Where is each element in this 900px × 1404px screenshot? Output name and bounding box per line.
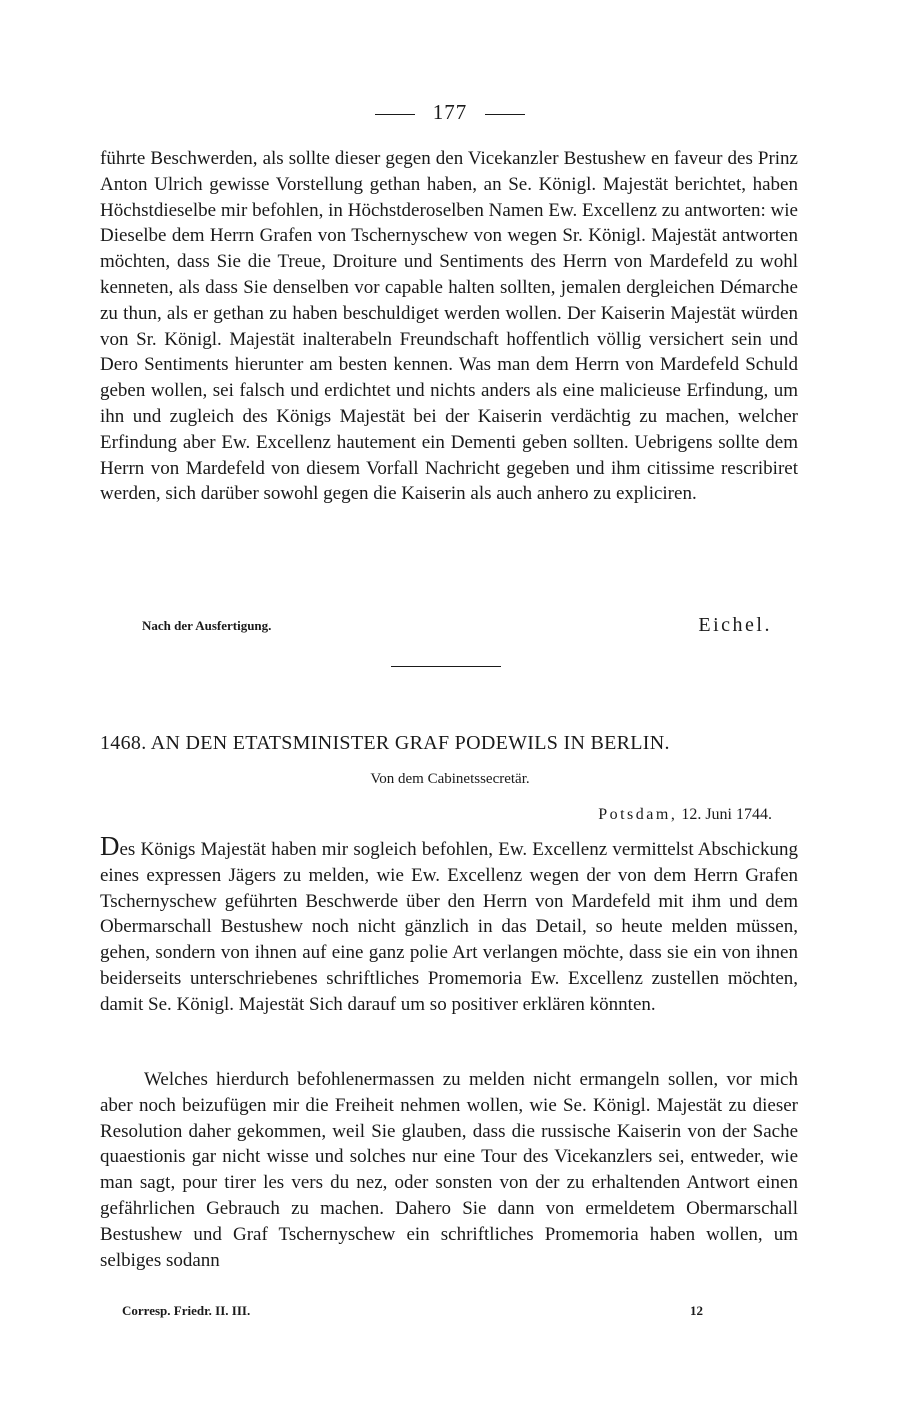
- document-heading: 1468. AN DEN ETATSMINISTER GRAF PODEWILS IN BERLIN.: [100, 732, 670, 754]
- source-note: Nach der Ausfertigung.: [142, 618, 272, 633]
- paragraph-3: Welches hierdurch befohlenermassen zu melden nicht ermangeln sollen, vor mich aber noch beizufügen mir die Freiheit nehmen wollen, wie Se. Königl. Majestät zu dieser Resolution daher gekommen, weil Sie glauben, dass die russische Kaiserin von der Sache quaestionis gar nicht wisse und solches nur eine Tour des Vicekanzlers sei, entweder, wie man sagt, pour tirer les vers du nez, oder sonsten von der zu erhaltenden Antwort einen gefährlichen Gebrauch zu machen. Dahero Sie dann von ermeldetem Obermarschall Bestushew und Graf Tschernyschew ein schriftliches Promemoria haben wollen, um selbiges sodann: [100, 1069, 798, 1271]
- page-header: [0, 100, 900, 125]
- footer-signature-mark: 12: [690, 1303, 703, 1318]
- paragraph-2-initial: D: [100, 831, 120, 861]
- section-divider: [391, 666, 501, 667]
- footer-reference: Corresp. Friedr. II. III.: [122, 1303, 251, 1318]
- header-dash-left: [375, 114, 415, 115]
- paragraph-2-text: es Königs Majestät haben mir sogleich befohlen, Ew. Excellenz vermittelst Abschickung eines expressen Jägers zu melden, wie Ew. Excellenz wegen der von dem Herrn Grafen Tschernyschew geführten Beschwerde über den Herrn von Mardefeld mit ihm und dem Obermarschall Bestushew noch nicht gänzlich in das Detail, so heute melden müssen, gehen, sondern von ihnen auf eine ganz polie Art verlangen möchte, dass sie ein von ihnen beiderseits unterschriebenes schriftliches Promemoria Ew. Excellenz zustellen möchten, damit Se. Königl. Majestät Sich darauf um so positiver erklären könnten.: [100, 839, 798, 1015]
- page-number: 177: [432, 100, 468, 124]
- signature: Eichel.: [698, 614, 772, 636]
- paragraph-1: führte Beschwerden, als sollte dieser gegen den Vicekanzler Bestushew en faveur des Prinz Anton Ulrich gewisse Vorstellung gethan haben, an Se. Königl. Majestät berichtet, haben Höchstdieselbe mir befohlen, in Höchstderoselben Namen Ew. Excellenz zu antworten: wie Dieselbe dem Herrn Grafen von Tschernyschew von wegen Sr. Königl. Majestät antworten möchten, dass Sie die Treue, Droiture und Sentiments des Herrn von Mardefeld zu wohl kenneten, als dass Sie denselben vor capable halten sollten, jemalen dergleichen Démarche zu thun, als er gethan zu haben beschuldiget werden wollen. Der Kaiserin Majestät würden von Sr. Königl. Majestät inalterabeln Freundschaft hoffentlich völlig versichert sein und Dero Sentiments hierunter am besten kennen. Was man dem Herrn von Mardefeld Schuld geben wollen, sei falsch und erdichtet und nichts anders als eine malicieuse Erfindung, um ihn und zugleich des Königs Majestät bei der Kaiserin verdächtig zu machen, welcher Erfindung aber Ew. Excellenz hautement ein Dementi geben sollten. Uebrigens sollte dem Herrn von Mardefeld von diesem Vorfall Nachricht gegeben und ihm citissime rescribiret werden, sich darüber sowohl gegen die Kaiserin als auch anhero zu expliciren.: [100, 148, 798, 505]
- dateline: [598, 806, 772, 824]
- dateline-place: Potsdam,: [598, 806, 678, 823]
- header-dash-right: [485, 114, 525, 115]
- dateline-date: 12. Juni 1744.: [681, 806, 772, 823]
- sender-line: Von dem Cabinetssecretär.: [370, 771, 530, 787]
- paragraph-2: [100, 831, 798, 1018]
